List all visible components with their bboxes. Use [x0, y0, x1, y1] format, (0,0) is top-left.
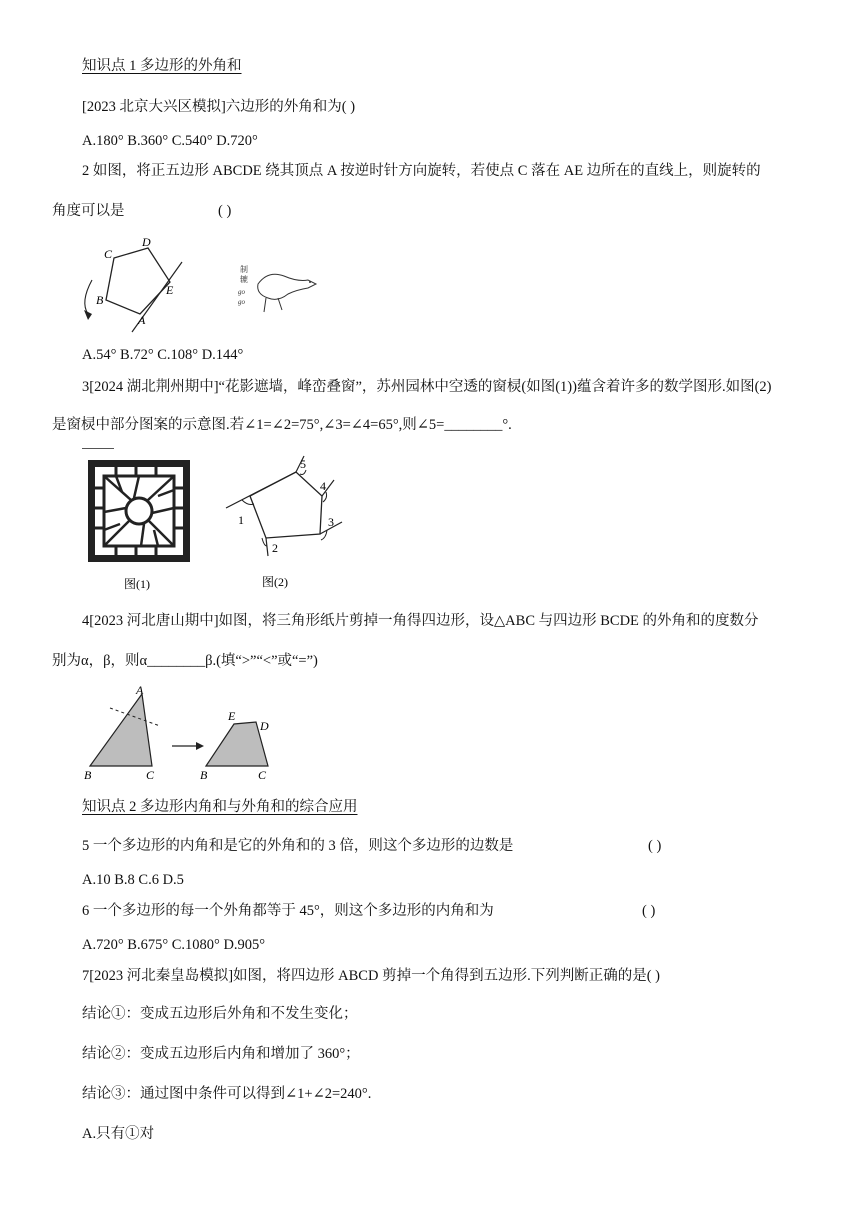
label-d: D	[260, 719, 269, 733]
pentagon	[250, 472, 322, 538]
question-3-stem-line1: 3[2024 湖北荆州期中]“花影遮墙，峰峦叠窗”，苏州园林中空透的窗棂(如图(1))蕴含着许多的数学图形.如图(2)	[82, 379, 772, 395]
question-6-options: A.720° B.675° C.1080° D.905°	[82, 937, 266, 953]
question-7-conclusion-1: 结论①：变成五边形后外角和不发生变化；	[82, 1006, 358, 1022]
question-3-stem-line2: 是窗棂中部分图案的示意图.若∠1=∠2=75°,∠3=∠4=65°,则∠5=________°.	[52, 417, 512, 433]
label-e: E	[228, 709, 236, 723]
question-6-stem: 6 一个多边形的每一个外角都等于 45°，则这个多边形的内角和为	[82, 903, 494, 919]
triangle-abc	[90, 694, 152, 766]
question-2-stem-line2: 角度可以是	[52, 203, 125, 219]
window-lattice-figure	[86, 458, 192, 598]
label-a: A	[138, 313, 146, 327]
label-a: A	[136, 684, 144, 697]
label-c1: C	[146, 768, 155, 782]
question-6-answer-bracket: ( )	[642, 903, 656, 919]
question-1-options: A.180° B.360° C.540° D.720°	[82, 133, 258, 149]
pentagon-angle-figure	[222, 452, 352, 592]
rotation-arrowhead	[84, 310, 92, 320]
question-4-stem-line2: 别为α，β，则α________β.(填“>”“<”或“=”)	[52, 653, 318, 669]
label-b2: B	[200, 768, 208, 782]
label-b1: B	[84, 768, 92, 782]
label-e: E	[166, 283, 174, 297]
angle-label-2: 2	[272, 541, 278, 555]
stray-underline	[82, 448, 114, 449]
label-d: D	[142, 235, 151, 249]
question-2-answer-bracket: ( )	[218, 203, 232, 219]
question-7-conclusion-2: 结论②：变成五边形后内角和增加了 360°；	[82, 1046, 360, 1062]
question-7-conclusion-3: 结论③：通过图中条件可以得到∠1+∠2=240°.	[82, 1086, 372, 1102]
question-4-figure	[82, 684, 282, 784]
question-7-option-a: A.只有①对	[82, 1126, 155, 1142]
question-7-stem: 7[2023 河北秦皇岛模拟]如图，将四边形 ABCD 剪掉一个角得到五边形.下列判断正确的是( )	[82, 968, 660, 984]
angle-label-5: 5	[300, 457, 306, 471]
question-1-stem: [2023 北京大兴区模拟]六边形的外角和为( )	[82, 99, 356, 115]
goose-stamp-icon	[238, 264, 316, 312]
quadrilateral-bcde	[206, 722, 268, 766]
angle-label-1: 1	[238, 513, 244, 527]
question-2-options: A.54° B.72° C.108° D.144°	[82, 347, 244, 363]
question-5-stem: 5 一个多边形的内角和是它的外角和的 3 倍，则这个多边形的边数是	[82, 838, 514, 854]
svg-text:go: go	[238, 288, 245, 296]
regular-pentagon	[106, 248, 170, 314]
label-c: C	[104, 247, 113, 261]
section-heading-1: 知识点 1 多边形的外角和	[82, 58, 242, 74]
question-5-answer-bracket: ( )	[648, 838, 662, 854]
label-c2: C	[258, 768, 267, 782]
rotation-arrow	[85, 280, 92, 314]
angle-label-3: 3	[328, 515, 334, 529]
question-4-stem-line1: 4[2023 河北唐山期中]如图，将三角形纸片剪掉一角得四边形，设△ABC 与四边形 BCDE 的外角和的度数分	[82, 613, 759, 629]
svg-text:制: 制	[240, 265, 248, 274]
figure-2-caption: 图(2)	[262, 575, 288, 589]
section-heading-2: 知识点 2 多边形内角和与外角和的综合应用	[82, 799, 358, 815]
question-2-figure	[70, 232, 340, 342]
question-2-stem-line1: 2 如图，将正五边形 ABCDE 绕其顶点 A 按逆时针方向旋转，若使点 C 落在 AE 边所在的直线上，则旋转的	[82, 163, 761, 179]
label-b: B	[96, 293, 104, 307]
question-5-options: A.10 B.8 C.6 D.5	[82, 872, 184, 888]
svg-text:go: go	[238, 298, 245, 306]
angle-label-4: 4	[320, 479, 326, 493]
svg-text:辘: 辘	[240, 275, 248, 284]
figure-1-caption: 图(1)	[124, 577, 150, 591]
